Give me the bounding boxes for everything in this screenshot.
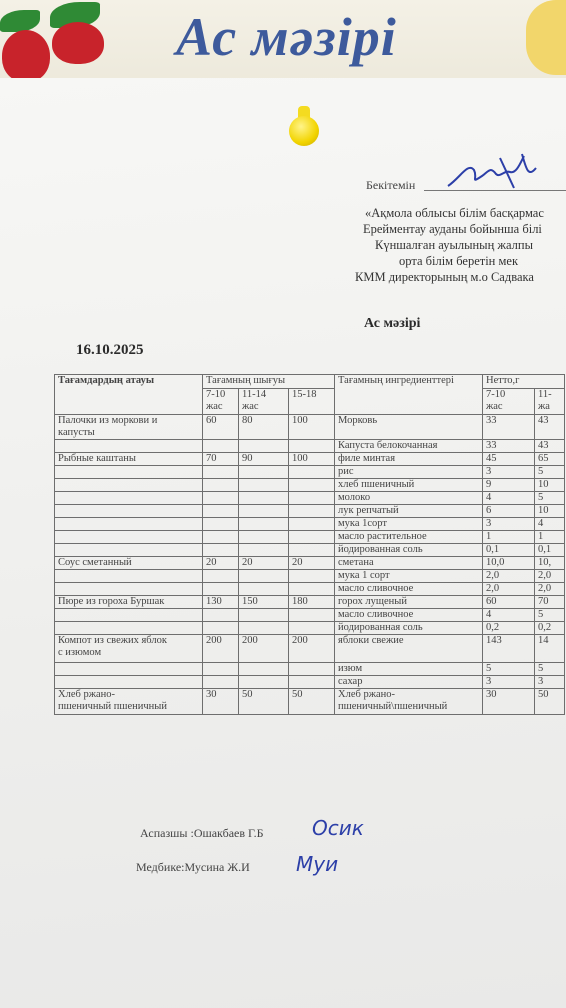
table-row [55,689,565,715]
cell-dish [55,479,203,492]
cell-b: 150 [239,596,289,609]
table-row [55,415,565,440]
cell-b [239,544,289,557]
cell-dish: Рыбные каштаны [55,453,203,466]
cell-n1: 33 [483,415,535,440]
cell-n2: 0,2 [535,622,565,635]
cell-n2: 5 [535,492,565,505]
table-row [55,466,565,479]
cell-c: 100 [289,453,335,466]
table-row [55,453,565,466]
cell-n1: 6 [483,505,535,518]
cell-ing: Капуста белокочанная [335,440,483,453]
cell-b [239,479,289,492]
table-row [55,505,565,518]
table-row [55,596,565,609]
cell-a: 130 [203,596,239,609]
cell-c [289,676,335,689]
cell-ing: рис [335,466,483,479]
cell-b [239,583,289,596]
cell-c [289,479,335,492]
approval-line-4: орта білім беретін мек [399,254,519,268]
cell-c [289,492,335,505]
cell-n2: 4 [535,518,565,531]
table-row [55,635,565,663]
cell-ing: яблоки свежие [335,635,483,663]
cell-n1: 45 [483,453,535,466]
director-signature [440,148,550,192]
cell-c [289,518,335,531]
cell-dish [55,544,203,557]
header-age-15-18: 15-18 [289,389,335,415]
strawberry-decoration [52,22,104,64]
cell-a [203,570,239,583]
header-ingredients: Тағамның ингредиенттері [335,375,483,415]
cell-n1: 4 [483,492,535,505]
approval-line-2: Ерейментау ауданы бойынша білі [363,222,542,236]
cell-b: 200 [239,635,289,663]
cell-n2: 14 [535,635,565,663]
poster-title: Ас мәзірі [176,7,397,67]
cell-c [289,505,335,518]
cell-n1: 3 [483,518,535,531]
cartoon-decoration [526,0,566,75]
cell-a [203,531,239,544]
cell-n2: 5 [535,466,565,479]
cell-n1: 9 [483,479,535,492]
cell-n2: 10 [535,505,565,518]
cell-ing: Хлеб ржано- пшеничный\пшеничный [335,689,483,715]
table-row [55,609,565,622]
cell-c [289,440,335,453]
cell-a [203,622,239,635]
table-row [55,557,565,570]
cell-n2: 10 [535,479,565,492]
cell-dish: Компот из свежих яблок с изюмом [55,635,203,663]
cell-n2: 10, [535,557,565,570]
cell-n1: 143 [483,635,535,663]
nurse-name: Медбике:Мусина Ж.И [136,860,250,874]
cell-a [203,440,239,453]
cell-c [289,622,335,635]
cell-b [239,492,289,505]
cell-c: 20 [289,557,335,570]
cell-ing: сметана [335,557,483,570]
cell-n2: 5 [535,609,565,622]
cell-c [289,531,335,544]
cell-n2: 43 [535,415,565,440]
table-row [55,570,565,583]
cell-b [239,663,289,676]
cook-signature: Осик [312,816,364,840]
cell-n2: 1 [535,531,565,544]
cell-dish [55,622,203,635]
cell-b: 80 [239,415,289,440]
cell-ing: горох лущеный [335,596,483,609]
table-row [55,492,565,505]
approval-line-1: «Ақмола облысы білім басқармас [365,206,544,220]
cell-ing: йодированная соль [335,622,483,635]
cell-n1: 3 [483,466,535,479]
cell-n1: 33 [483,440,535,453]
cell-n2: 43 [535,440,565,453]
cell-n2: 0,1 [535,544,565,557]
cell-b [239,518,289,531]
cell-n1: 2,0 [483,583,535,596]
leaf-decoration [0,10,40,32]
approval-line-5: КММ директорының м.о Садвака [355,270,534,284]
cell-dish: Соус сметанный [55,557,203,570]
cell-dish [55,466,203,479]
cell-ing: лук репчатый [335,505,483,518]
cell-a: 20 [203,557,239,570]
table-row [55,583,565,596]
header-netto-7-10: 7-10 жас [483,389,535,415]
nurse-signature: Муи [296,852,339,876]
strawberry-decoration [2,30,50,82]
cell-dish [55,676,203,689]
table-row [55,676,565,689]
cell-n2: 50 [535,689,565,715]
cell-dish [55,518,203,531]
table-row [55,663,565,676]
header-yield: Тағамның шығуы [203,375,335,389]
header-dish: Тағамдардың атауы [55,375,203,415]
cell-c: 100 [289,415,335,440]
cell-b [239,622,289,635]
cell-ing: хлеб пшеничный [335,479,483,492]
menu-title: Ас мәзірі [364,316,421,331]
cell-dish: Хлеб ржано- пшеничный пшеничный [55,689,203,715]
cell-n2: 70 [535,596,565,609]
table-row [55,544,565,557]
approval-line-3: Күншалған ауылының жалпы [375,238,534,252]
table-row [55,479,565,492]
cell-ing: йодированная соль [335,544,483,557]
cell-b: 90 [239,453,289,466]
cell-n2: 2,0 [535,583,565,596]
cell-a: 70 [203,453,239,466]
cell-ing: мука 1сорт [335,518,483,531]
cell-b: 50 [239,689,289,715]
menu-table [54,374,565,715]
cell-a [203,676,239,689]
cell-n1: 0,2 [483,622,535,635]
cell-a [203,518,239,531]
cell-n1: 30 [483,689,535,715]
cell-n1: 2,0 [483,570,535,583]
cell-ing: масло растительное [335,531,483,544]
cell-dish [55,531,203,544]
menu-date: 16.10.2025 [76,342,144,358]
cell-c: 200 [289,635,335,663]
cell-a [203,663,239,676]
cell-dish [55,570,203,583]
cell-b [239,440,289,453]
cell-n1: 1 [483,531,535,544]
cell-dish [55,583,203,596]
approval-label: Бекітемін [366,178,416,192]
cell-ing: масло сливочное [335,609,483,622]
cell-a [203,544,239,557]
header-age-7-10: 7-10 жас [203,389,239,415]
cell-n1: 3 [483,676,535,689]
header-age-11-14: 11-14 жас [239,389,289,415]
cell-c [289,544,335,557]
cook-name: Аспазшы :Ошакбаев Г.Б [140,826,264,840]
pushpin-icon [289,106,319,146]
cell-a [203,505,239,518]
cell-n2: 5 [535,663,565,676]
cell-ing: Морковь [335,415,483,440]
cell-ing: филе минтая [335,453,483,466]
cell-b [239,609,289,622]
cell-c [289,583,335,596]
cell-a [203,583,239,596]
cell-dish [55,505,203,518]
cell-c [289,663,335,676]
cell-n1: 60 [483,596,535,609]
cell-dish: Палочки из моркови и капусты [55,415,203,440]
cell-a: 30 [203,689,239,715]
cell-ing: молоко [335,492,483,505]
cell-n1: 5 [483,663,535,676]
cell-n2: 65 [535,453,565,466]
cell-b [239,505,289,518]
cell-c [289,609,335,622]
cell-b [239,466,289,479]
cell-dish [55,492,203,505]
cell-n2: 3 [535,676,565,689]
cell-dish: Пюре из гороха Буршак [55,596,203,609]
cell-a [203,466,239,479]
cell-a [203,479,239,492]
table-row [55,518,565,531]
table-row [55,531,565,544]
cell-c [289,570,335,583]
cell-n2: 2,0 [535,570,565,583]
header-netto-11-14: 11- жа [535,389,565,415]
cell-a: 200 [203,635,239,663]
cell-a [203,609,239,622]
cell-dish [55,609,203,622]
cell-a [203,492,239,505]
cell-dish [55,440,203,453]
cell-ing: сахар [335,676,483,689]
cell-ing: масло сливочное [335,583,483,596]
cell-b [239,676,289,689]
cell-dish [55,663,203,676]
cell-ing: мука 1 сорт [335,570,483,583]
table-row [55,440,565,453]
cell-a: 60 [203,415,239,440]
cell-n1: 4 [483,609,535,622]
cell-b [239,531,289,544]
table-row [55,622,565,635]
cell-c [289,466,335,479]
cell-n1: 10,0 [483,557,535,570]
cell-ing: изюм [335,663,483,676]
cell-n1: 0,1 [483,544,535,557]
header-netto: Нетто,г [483,375,565,389]
cell-c: 50 [289,689,335,715]
cell-c: 180 [289,596,335,609]
cell-b: 20 [239,557,289,570]
cell-b [239,570,289,583]
